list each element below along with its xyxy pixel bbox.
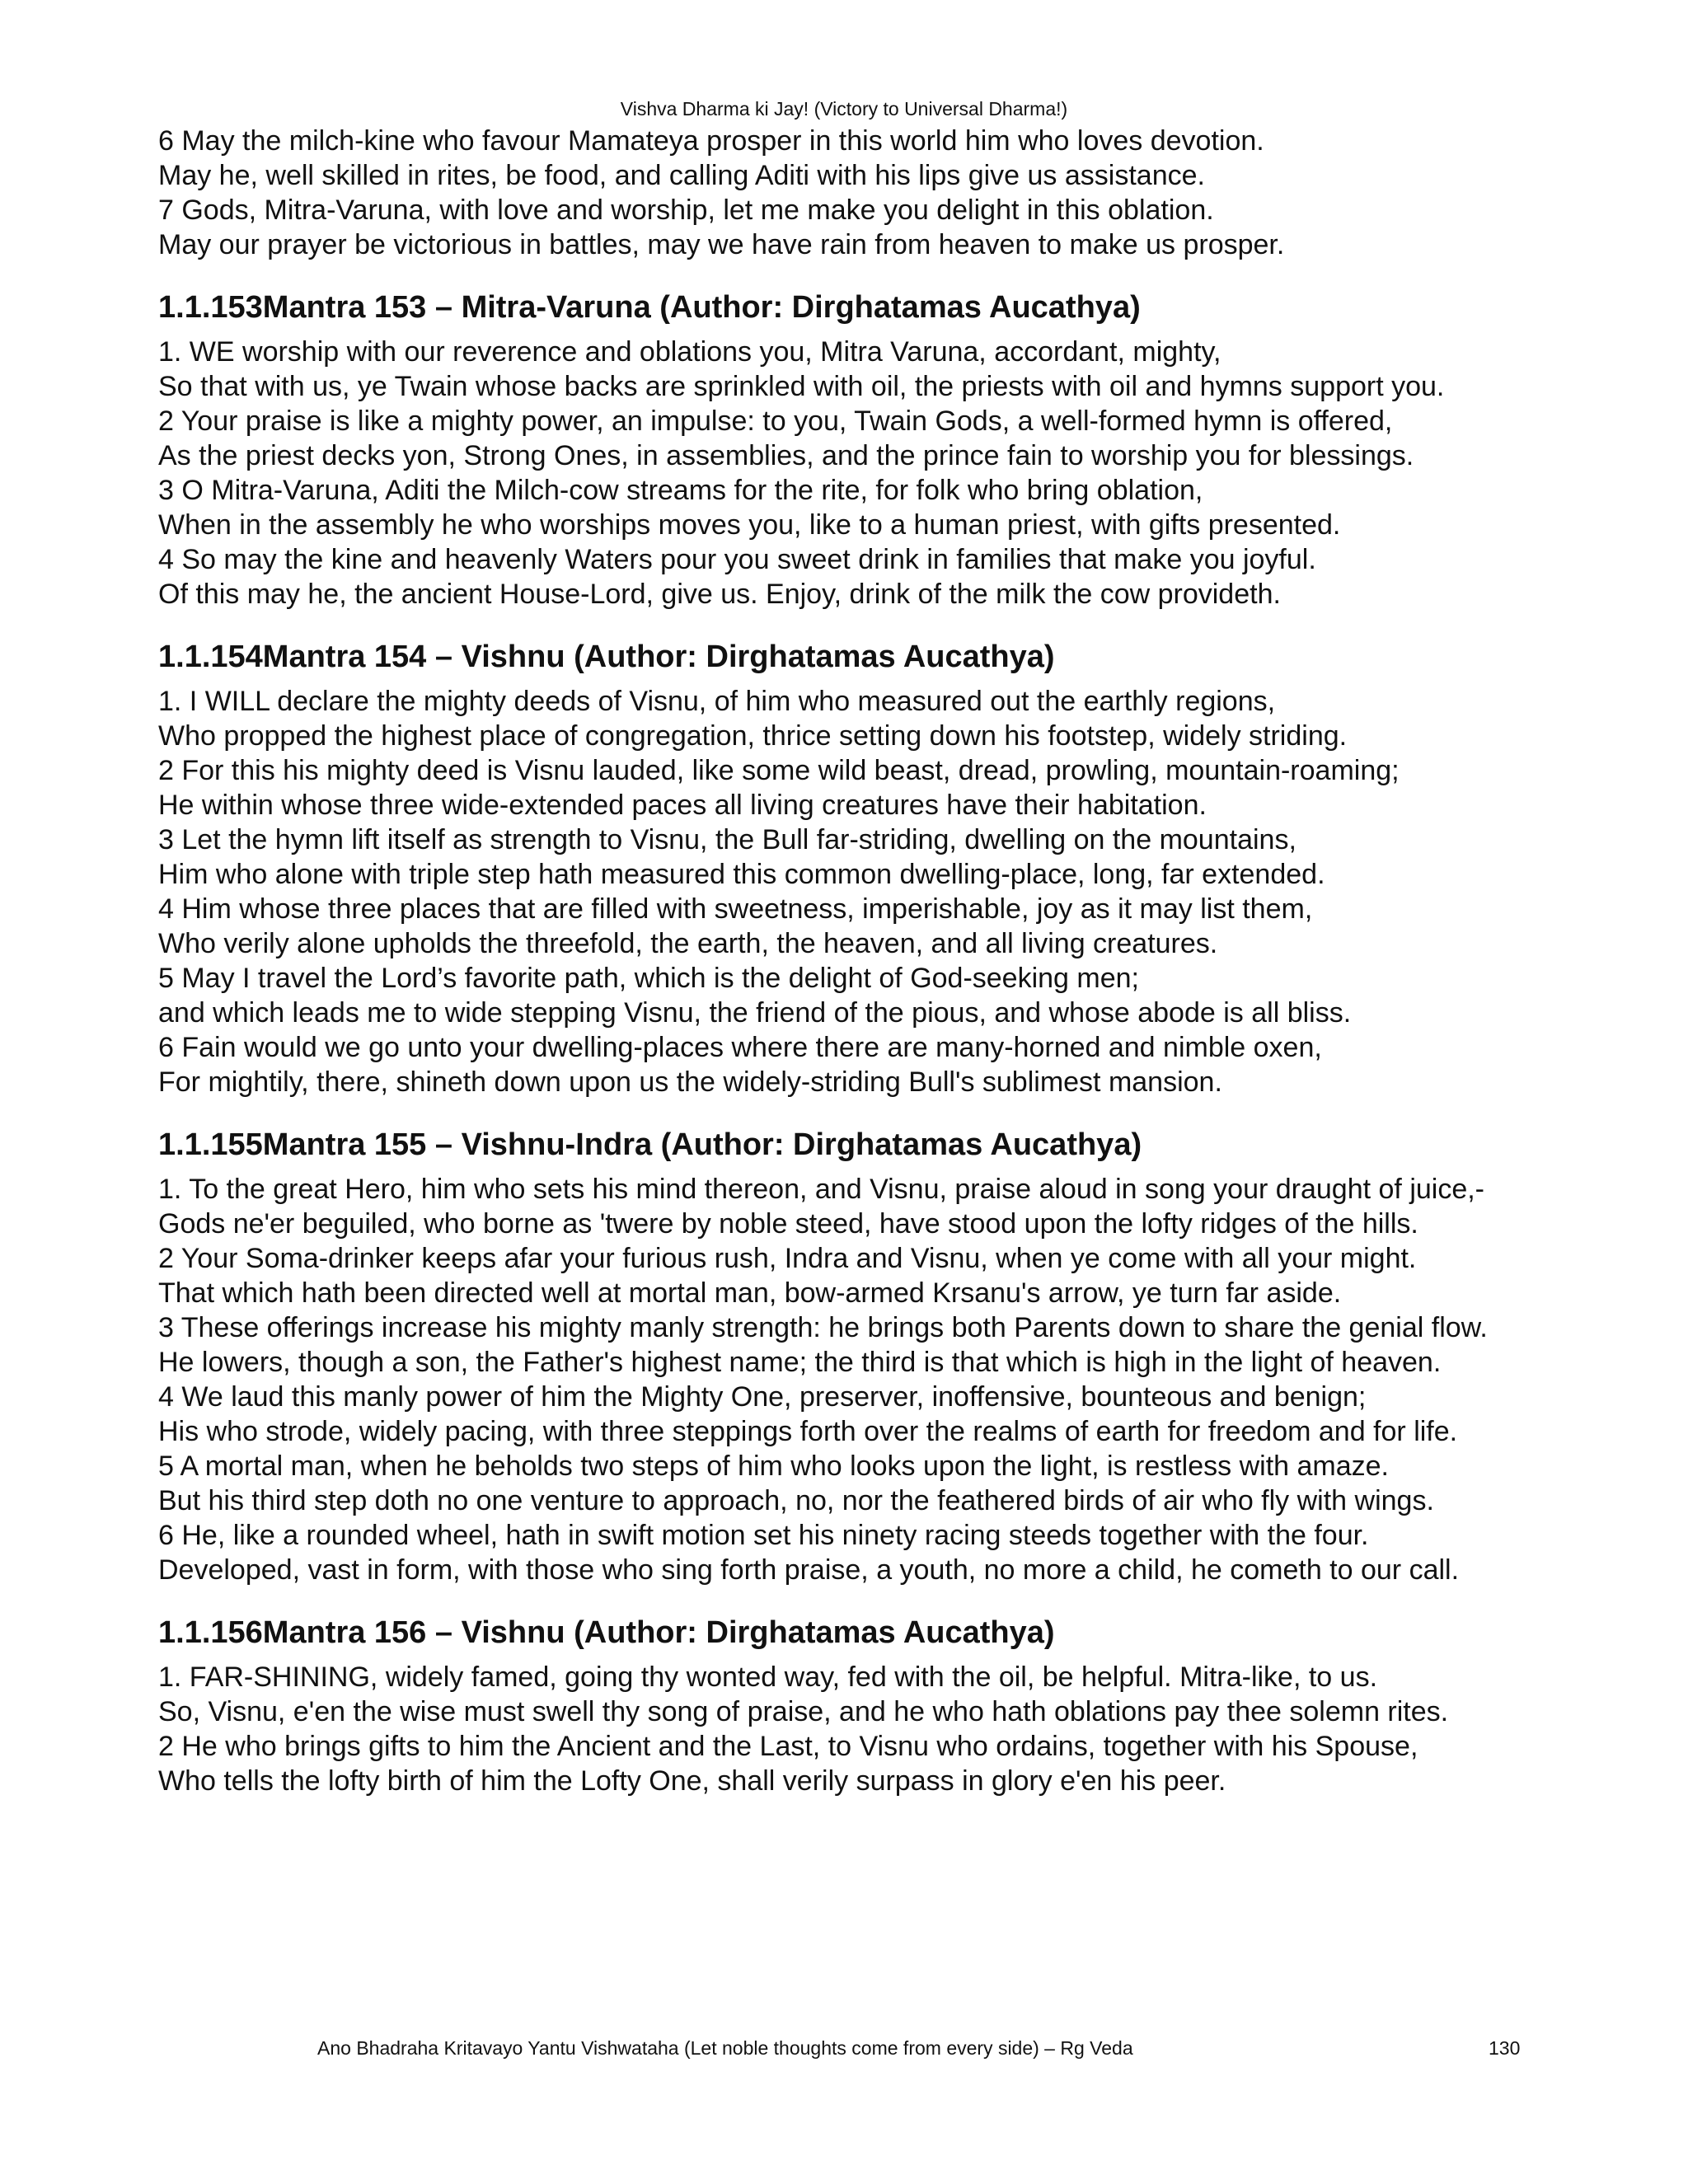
verse-line: 6 May the milch-kine who favour Mamateya prosper in this world him who loves devotion. [158,125,1264,157]
verse-line: Developed, vast in form, with those who sing forth praise, a youth, no more a child, he cometh to our call. [158,1554,1460,1586]
section-heading: 1.1.154Mantra 154 – Vishnu (Author: Dirghatamas Aucathya) [158,640,1055,674]
verse-line: That which hath been directed well at mortal man, bow-armed Krsanu's arrow, ye turn far aside. [158,1277,1342,1309]
verse-line: So, Visnu, e'en the wise must swell thy song of praise, and he who hath oblations pay thee solemn rites. [158,1696,1449,1727]
verse-line: He lowers, though a son, the Father's highest name; the third is that which is high in the light of heaven. [158,1347,1442,1378]
page-number: 130 [1489,2037,1521,2059]
verse-line: When in the assembly he who worships moves you, like to a human priest, with gifts presented. [158,509,1341,541]
verse-line: For mightily, there, shineth down upon us the widely-striding Bull's sublimest mansion. [158,1066,1222,1098]
verse-line: 6 He, like a rounded wheel, hath in swift motion set his ninety racing steeds together with the four. [158,1520,1369,1551]
intro-block [158,124,1535,262]
section-heading: 1.1.156Mantra 156 – Vishnu (Author: Dirghatamas Aucathya) [158,1615,1055,1650]
running-header: Vishva Dharma ki Jay! (Victory to Universal Dharma!) [620,98,1068,120]
page-content [158,124,1535,1798]
section-mantra-155 [158,1126,1535,1587]
verse-line: His who strode, widely pacing, with three steppings forth over the realms of earth for freedom and for life. [158,1416,1458,1447]
verse-line: Gods ne'er beguiled, who borne as 'twere by noble steed, have stood upon the lofty ridges of the hills. [158,1208,1418,1240]
verse-line: May our prayer be victorious in battles, may we have rain from heaven to make us prosper. [158,229,1285,260]
section-mantra-156 [158,1614,1535,1798]
verse-line: As the priest decks yon, Strong Ones, in assemblies, and the prince fain to worship you for blessings. [158,440,1414,471]
verse-line: So that with us, ye Twain whose backs are sprinkled with oil, the priests with oil and hymns support you. [158,371,1445,402]
verse-line: 4 Him whose three places that are filled with sweetness, imperishable, joy as it may list them, [158,893,1313,925]
verse-line: But his third step doth no one venture to approach, no, nor the feathered birds of air who fly with wings. [158,1485,1434,1516]
verse-line: 1. To the great Hero, him who sets his mind thereon, and Visnu, praise aloud in song your draught of juice,- [158,1174,1485,1205]
verse-line: 3 O Mitra-Varuna, Aditi the Milch-cow streams for the rite, for folk who bring oblation, [158,475,1203,506]
verse-line: and which leads me to wide stepping Visnu, the friend of the pious, and whose abode is all bliss. [158,997,1352,1029]
verse-line: 3 These offerings increase his mighty manly strength: he brings both Parents down to share the genial flow. [158,1312,1488,1343]
verse-line: 1. I WILL declare the mighty deeds of Visnu, of him who measured out the earthly regions, [158,686,1276,717]
verse-line: 3 Let the hymn lift itself as strength to Visnu, the Bull far-striding, dwelling on the mountains, [158,824,1296,855]
verse-line: 5 A mortal man, when he beholds two steps of him who looks upon the light, is restless with amaze. [158,1451,1389,1482]
verse-line: 2 Your Soma-drinker keeps afar your furious rush, Indra and Visnu, when ye come with all your might. [158,1243,1417,1274]
verse-line: 5 May I travel the Lord’s favorite path, which is the delight of God-seeking men; [158,963,1139,994]
section-mantra-153 [158,288,1535,612]
verse-line: He within whose three wide-extended paces all living creatures have their habitation. [158,790,1207,821]
verse-line: 1. FAR-SHINING, widely famed, going thy wonted way, fed with the oil, be helpful. Mitra-like, to us. [158,1661,1378,1693]
verse-line: Him who alone with triple step hath measured this common dwelling-place, long, far extended. [158,859,1325,890]
section-heading: 1.1.155Mantra 155 – Vishnu-Indra (Author: Dirghatamas Aucathya) [158,1127,1142,1162]
verse-line: 7 Gods, Mitra-Varuna, with love and worship, let me make you delight in this oblation. [158,194,1214,226]
verse-line: May he, well skilled in rites, be food, and calling Aditi with his lips give us assistance. [158,160,1205,191]
verse-line: 2 For this his mighty deed is Visnu lauded, like some wild beast, dread, prowling, mountain-roaming; [158,755,1400,786]
verse-line: Who propped the highest place of congregation, thrice setting down his footstep, widely striding. [158,720,1348,752]
section-mantra-154 [158,638,1535,1099]
section-heading: 1.1.153Mantra 153 – Mitra-Varuna (Author: Dirghatamas Aucathya) [158,290,1141,325]
verse-line: 6 Fain would we go unto your dwelling-places where there are many-horned and nimble oxen, [158,1032,1322,1063]
verse-line: Of this may he, the ancient House-Lord, give us. Enjoy, drink of the milk the cow provideth. [158,579,1281,610]
running-footer: Ano Bhadraha Kritavayo Yantu Vishwataha (Let noble thoughts come from every side) – Rg Veda [317,2037,1133,2059]
verse-line: 4 We laud this manly power of him the Mighty One, preserver, inoffensive, bounteous and benign; [158,1381,1367,1413]
verse-line: 1. WE worship with our reverence and oblations you, Mitra Varuna, accordant, mighty, [158,336,1221,368]
verse-line: Who tells the lofty birth of him the Lofty One, shall verily surpass in glory e'en his peer. [158,1765,1226,1797]
verse-line: 2 Your praise is like a mighty power, an impulse: to you, Twain Gods, a well-formed hymn is offered, [158,405,1393,437]
verse-line: Who verily alone upholds the threefold, the earth, the heaven, and all living creatures. [158,928,1218,959]
verse-line: 2 He who brings gifts to him the Ancient and the Last, to Visnu who ordains, together with his Spouse, [158,1731,1418,1762]
verse-line: 4 So may the kine and heavenly Waters pour you sweet drink in families that make you joyful. [158,544,1316,575]
